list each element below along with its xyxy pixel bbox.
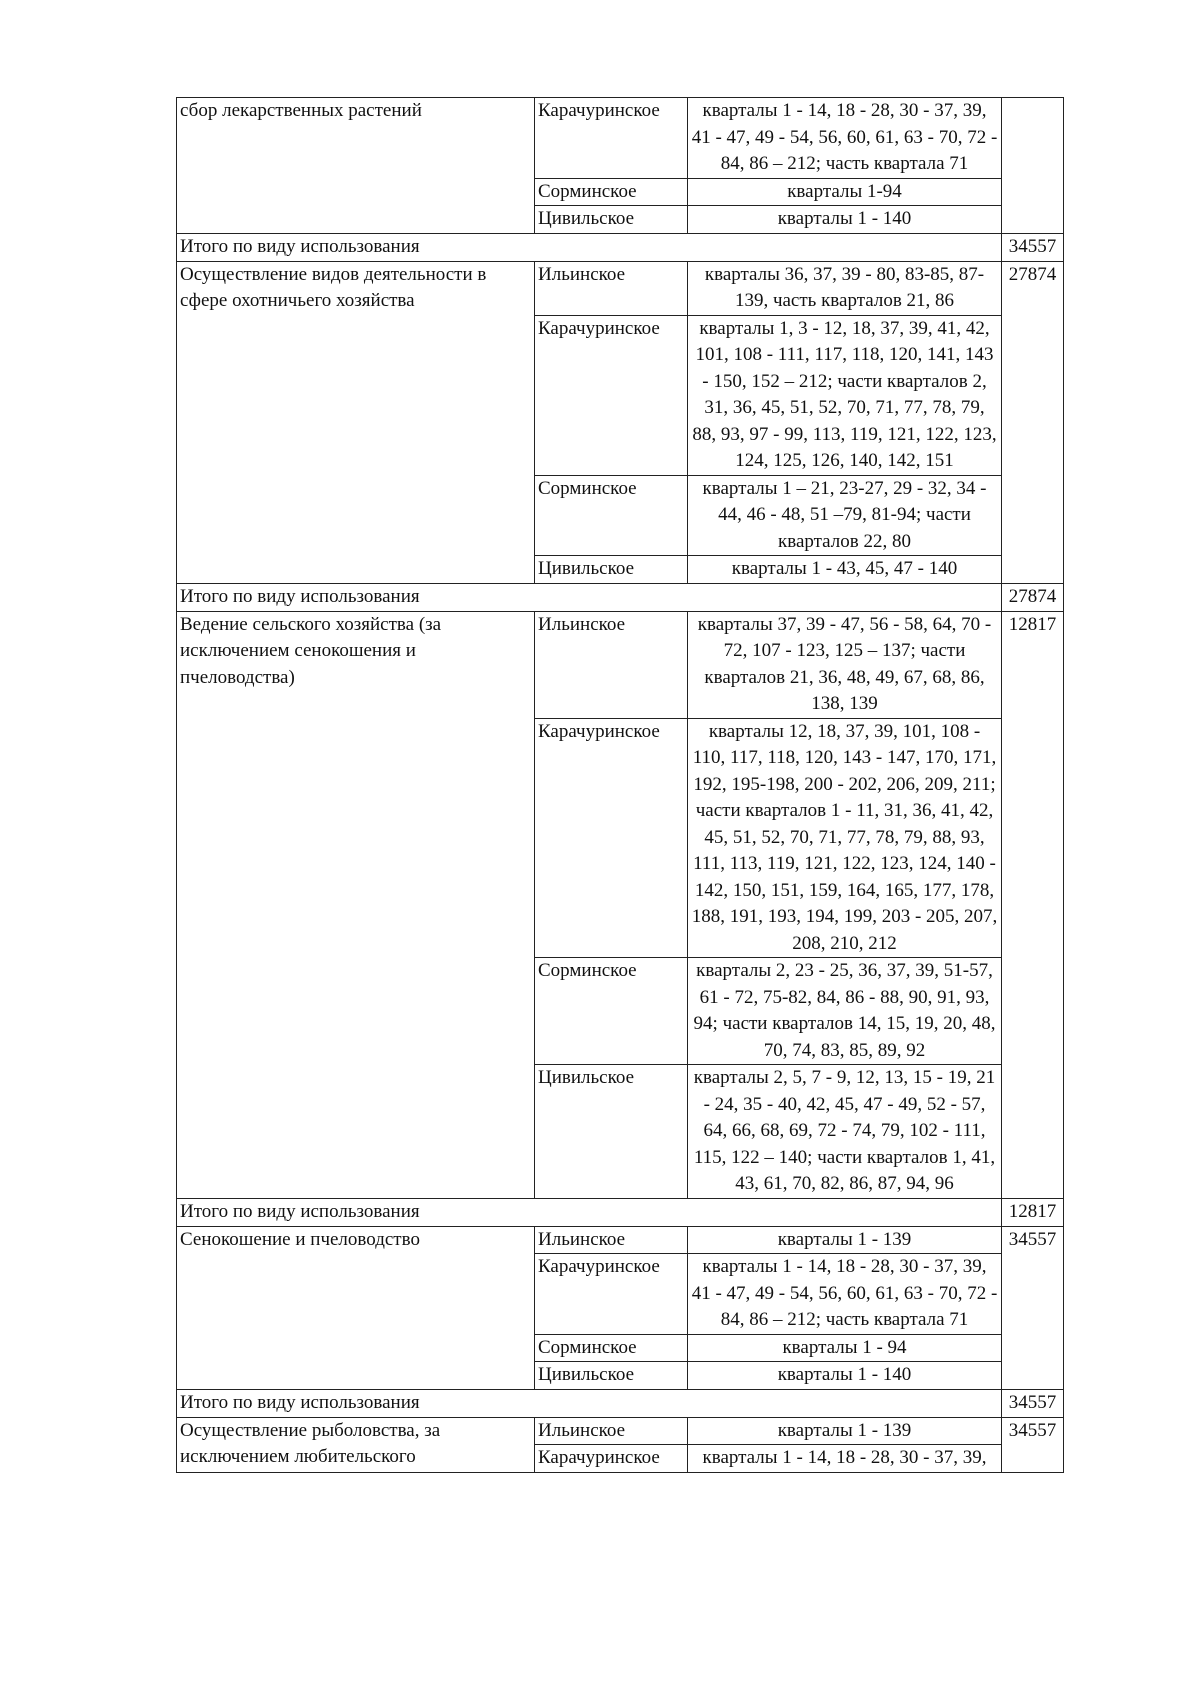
table-row [177, 1417, 1064, 1445]
table-row [177, 1226, 1064, 1254]
quarters-cell: кварталы 2, 23 - 25, 36, 37, 39, 51-57, 61 - 72, 75-82, 84, 86 - 88, 90, 91, 93, 94; части кварталов 14, 15, 19, 20, 48, 70, 74, 83, 85, 89, 92 [688, 958, 1002, 1065]
summary-label: Итого по виду использования [177, 1198, 1002, 1226]
district-cell: Карачуринское [535, 1254, 688, 1335]
quarters-cell: кварталы 37, 39 - 47, 56 - 58, 64, 70 - 72, 107 - 123, 125 – 137; части кварталов 21, 36, 48, 49, 67, 68, 86, 138, 139 [688, 611, 1002, 718]
quarters-cell: кварталы 1 - 94 [688, 1334, 1002, 1362]
district-cell: Ильинское [535, 611, 688, 718]
district-cell: Ильинское [535, 1226, 688, 1254]
district-cell: Цивильское [535, 206, 688, 234]
quarters-cell: кварталы 1 - 139 [688, 1226, 1002, 1254]
usage-total-cell: 27874 [1002, 261, 1064, 583]
district-cell: Цивильское [535, 1065, 688, 1199]
quarters-cell: кварталы 1 - 14, 18 - 28, 30 - 37, 39, [688, 1445, 1002, 1473]
usage-type-cell: Сенокошение и пчеловодство [177, 1226, 535, 1389]
table-row [177, 261, 1064, 315]
summary-value: 34557 [1002, 1389, 1064, 1417]
usage-total-cell: 12817 [1002, 611, 1064, 1198]
usage-total-cell [1002, 98, 1064, 234]
district-cell: Цивильское [535, 556, 688, 584]
summary-label: Итого по виду использования [177, 233, 1002, 261]
usage-total-cell: 34557 [1002, 1417, 1064, 1472]
district-cell: Цивильское [535, 1362, 688, 1390]
summary-row [177, 233, 1064, 261]
quarters-cell: кварталы 1 - 14, 18 - 28, 30 - 37, 39, 41 - 47, 49 - 54, 56, 60, 61, 63 - 70, 72 - 84, 86 – 212; часть квартала 71 [688, 98, 1002, 179]
district-cell: Карачуринское [535, 718, 688, 958]
quarters-cell: кварталы 1 – 21, 23-27, 29 - 32, 34 - 44, 46 - 48, 51 –79, 81-94; части кварталов 22, 80 [688, 475, 1002, 556]
district-cell: Сорминское [535, 958, 688, 1065]
summary-value: 27874 [1002, 583, 1064, 611]
district-cell: Ильинское [535, 261, 688, 315]
summary-label: Итого по виду использования [177, 583, 1002, 611]
district-cell: Сорминское [535, 178, 688, 206]
usage-type-cell: Ведение сельского хозяйства (за исключением сенокошения и пчеловодства) [177, 611, 535, 1198]
quarters-cell: кварталы 1 - 140 [688, 206, 1002, 234]
quarters-cell: кварталы 1 - 14, 18 - 28, 30 - 37, 39, 41 - 47, 49 - 54, 56, 60, 61, 63 - 70, 72 - 84, 86 – 212; часть квартала 71 [688, 1254, 1002, 1335]
summary-label: Итого по виду использования [177, 1389, 1002, 1417]
quarters-cell: кварталы 1 - 139 [688, 1417, 1002, 1445]
summary-row [177, 583, 1064, 611]
table-row [177, 98, 1064, 179]
table-row [177, 611, 1064, 718]
district-cell: Сорминское [535, 1334, 688, 1362]
district-cell: Ильинское [535, 1417, 688, 1445]
quarters-cell: кварталы 36, 37, 39 - 80, 83-85, 87- 139, часть кварталов 21, 86 [688, 261, 1002, 315]
usage-type-cell: Осуществление рыболовства, за исключением любительского [177, 1417, 535, 1472]
usage-total-cell: 34557 [1002, 1226, 1064, 1389]
quarters-cell: кварталы 1 - 140 [688, 1362, 1002, 1390]
quarters-cell: кварталы 12, 18, 37, 39, 101, 108 - 110, 117, 118, 120, 143 - 147, 170, 171, 192, 195-198, 200 - 202, 206, 209, 211; части кварталов 1 - 11, 31, 36, 41, 42, 45, 51, 52, 70, 71, 77, 78, 79, 88, 93, 111, 113, 119, 121, 122, 123, 124, 140 - 142, 150, 151, 159, 164, 165, 177, 178, 188, 191, 193, 194, 199, 203 - 205, 207, 208, 210, 212 [688, 718, 1002, 958]
quarters-cell: кварталы 1-94 [688, 178, 1002, 206]
summary-value: 34557 [1002, 233, 1064, 261]
district-cell: Карачуринское [535, 315, 688, 475]
district-cell: Сорминское [535, 475, 688, 556]
quarters-cell: кварталы 1, 3 - 12, 18, 37, 39, 41, 42, 101, 108 - 111, 117, 118, 120, 141, 143 - 150, 152 – 212; части кварталов 2, 31, 36, 45, 51, 52, 70, 71, 77, 78, 79, 88, 93, 97 - 99, 113, 119, 121, 122, 123, 124, 125, 126, 140, 142, 151 [688, 315, 1002, 475]
summary-row [177, 1389, 1064, 1417]
quarters-cell: кварталы 2, 5, 7 - 9, 12, 13, 15 - 19, 21 - 24, 35 - 40, 42, 45, 47 - 49, 52 - 57, 64, 66, 68, 69, 72 - 74, 79, 102 - 111, 115, 122 – 140; части кварталов 1, 41, 43, 61, 70, 82, 86, 87, 94, 96 [688, 1065, 1002, 1199]
district-cell: Карачуринское [535, 1445, 688, 1473]
usage-type-cell: сбор лекарственных растений [177, 98, 535, 234]
summary-row [177, 1198, 1064, 1226]
usage-type-cell: Осуществление видов деятельности в сфере охотничьего хозяйства [177, 261, 535, 583]
quarters-cell: кварталы 1 - 43, 45, 47 - 140 [688, 556, 1002, 584]
district-cell: Карачуринское [535, 98, 688, 179]
forest-usage-table [176, 97, 1064, 1473]
summary-value: 12817 [1002, 1198, 1064, 1226]
